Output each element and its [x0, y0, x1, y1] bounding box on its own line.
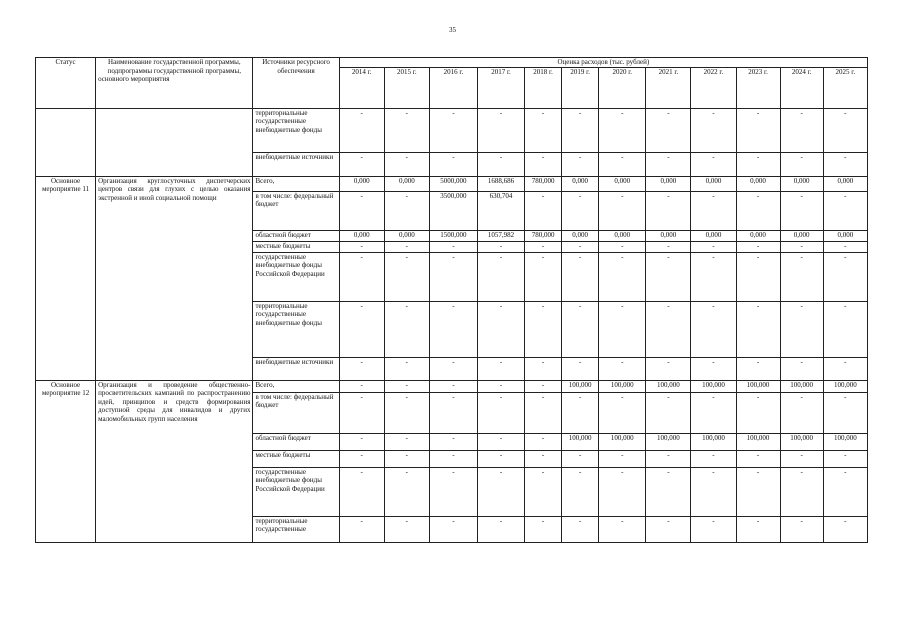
value-cell: -	[477, 241, 524, 252]
value-cell: -	[477, 392, 524, 433]
page-number: 35	[449, 26, 456, 34]
value-cell: -	[823, 357, 867, 380]
source-cell: областной бюджет	[253, 230, 339, 241]
value-cell: -	[429, 467, 477, 516]
value-cell: -	[599, 191, 646, 230]
value-cell: -	[736, 152, 780, 176]
value-cell: -	[562, 108, 599, 152]
source-cell: Всего,	[253, 176, 339, 191]
value-cell: -	[562, 301, 599, 357]
value-cell: -	[339, 191, 384, 230]
value-cell: -	[525, 252, 562, 301]
value-cell: -	[780, 357, 823, 380]
value-cell: -	[736, 252, 780, 301]
value-cell: -	[477, 252, 524, 301]
value-cell: -	[525, 357, 562, 380]
value-cell: 0,000	[780, 176, 823, 191]
value-cell: -	[691, 392, 736, 433]
value-cell: -	[646, 516, 691, 542]
value-cell: -	[691, 241, 736, 252]
header-year: 2014 г.	[339, 67, 384, 108]
header-row-top	[36, 58, 868, 68]
value-cell: 0,000	[646, 176, 691, 191]
value-cell: -	[780, 301, 823, 357]
value-cell: 780,000	[525, 176, 562, 191]
status-cell	[36, 108, 96, 176]
value-cell: 100,000	[562, 380, 599, 392]
value-cell: -	[599, 450, 646, 467]
value-cell: -	[736, 450, 780, 467]
value-cell: 100,000	[691, 433, 736, 450]
value-cell: -	[691, 191, 736, 230]
value-cell: -	[646, 301, 691, 357]
value-cell: -	[562, 252, 599, 301]
value-cell: -	[823, 450, 867, 467]
source-cell: территориальные государственные внебюджетные фонды	[253, 108, 339, 152]
value-cell: -	[384, 357, 429, 380]
value-cell: -	[339, 152, 384, 176]
value-cell: -	[646, 450, 691, 467]
value-cell: -	[599, 252, 646, 301]
value-cell: 3500,000	[429, 191, 477, 230]
value-cell: -	[823, 467, 867, 516]
value-cell: -	[823, 252, 867, 301]
value-cell: -	[562, 516, 599, 542]
value-cell: 0,000	[562, 230, 599, 241]
source-cell: внебюджетные источники	[253, 357, 339, 380]
value-cell: -	[646, 108, 691, 152]
value-cell: -	[599, 301, 646, 357]
header-year: 2025 г.	[823, 67, 867, 108]
value-cell: 0,000	[339, 176, 384, 191]
value-cell: -	[646, 241, 691, 252]
value-cell: 100,000	[599, 380, 646, 392]
value-cell: -	[562, 241, 599, 252]
value-cell: 1688,686	[477, 176, 524, 191]
value-cell: -	[384, 241, 429, 252]
value-cell: 100,000	[823, 433, 867, 450]
header-name: Наименование государственной программы, подпрограммы государственной программы, основного мероприятия	[96, 58, 253, 109]
value-cell: -	[384, 392, 429, 433]
value-cell: -	[339, 301, 384, 357]
value-cell: 100,000	[691, 380, 736, 392]
value-cell: -	[429, 380, 477, 392]
value-cell: -	[780, 191, 823, 230]
value-cell: -	[646, 152, 691, 176]
value-cell: -	[780, 392, 823, 433]
value-cell: -	[339, 108, 384, 152]
value-cell: -	[384, 252, 429, 301]
value-cell: -	[823, 241, 867, 252]
value-cell: -	[562, 152, 599, 176]
value-cell: -	[525, 467, 562, 516]
value-cell: -	[339, 450, 384, 467]
value-cell: 0,000	[691, 176, 736, 191]
value-cell: -	[339, 357, 384, 380]
header-estimate: Оценка расходов (тыс. рублей)	[339, 58, 867, 68]
value-cell: 0,000	[384, 176, 429, 191]
value-cell: -	[646, 467, 691, 516]
source-cell: территориальные государственные	[253, 516, 339, 542]
value-cell: -	[429, 241, 477, 252]
value-cell: 100,000	[736, 433, 780, 450]
header-year: 2017 г.	[477, 67, 524, 108]
table-row	[36, 108, 868, 152]
value-cell: 5000,000	[429, 176, 477, 191]
value-cell: -	[823, 191, 867, 230]
value-cell: -	[525, 241, 562, 252]
value-cell: -	[823, 152, 867, 176]
value-cell: -	[562, 191, 599, 230]
source-cell: в том числе: федеральный бюджет	[253, 191, 339, 230]
value-cell: -	[736, 392, 780, 433]
value-cell: -	[429, 392, 477, 433]
value-cell: -	[477, 450, 524, 467]
value-cell: 0,000	[646, 230, 691, 241]
value-cell: 1057,982	[477, 230, 524, 241]
value-cell: 100,000	[599, 433, 646, 450]
value-cell: -	[736, 191, 780, 230]
value-cell: -	[780, 516, 823, 542]
value-cell: -	[780, 108, 823, 152]
value-cell: -	[477, 380, 524, 392]
source-cell: территориальные государственные внебюджетные фонды	[253, 301, 339, 357]
value-cell: -	[599, 392, 646, 433]
value-cell: -	[562, 392, 599, 433]
value-cell: -	[384, 152, 429, 176]
value-cell: -	[525, 392, 562, 433]
value-cell: -	[599, 152, 646, 176]
value-cell: 100,000	[780, 433, 823, 450]
header-source: Источники ресурсного обеспечения	[253, 58, 339, 109]
source-cell: местные бюджеты	[253, 241, 339, 252]
value-cell: -	[477, 108, 524, 152]
value-cell: -	[599, 516, 646, 542]
value-cell: -	[646, 252, 691, 301]
source-cell: областной бюджет	[253, 433, 339, 450]
status-cell: Основное мероприятие 11	[36, 176, 96, 380]
value-cell: 0,000	[823, 230, 867, 241]
value-cell: -	[736, 516, 780, 542]
value-cell: -	[691, 152, 736, 176]
value-cell: -	[780, 241, 823, 252]
value-cell: -	[384, 467, 429, 516]
table-row	[36, 380, 868, 392]
value-cell: -	[339, 467, 384, 516]
value-cell: -	[736, 108, 780, 152]
value-cell: 0,000	[339, 230, 384, 241]
value-cell: -	[823, 516, 867, 542]
header-year: 2024 г.	[780, 67, 823, 108]
header-year: 2021 г.	[646, 67, 691, 108]
value-cell: -	[384, 433, 429, 450]
value-cell: -	[525, 450, 562, 467]
value-cell: -	[429, 108, 477, 152]
value-cell: -	[477, 301, 524, 357]
source-cell: в том числе: федеральный бюджет	[253, 392, 339, 433]
value-cell: 780,000	[525, 230, 562, 241]
value-cell: -	[477, 152, 524, 176]
value-cell: -	[736, 467, 780, 516]
source-cell: государственные внебюджетные фонды Российской Федерации	[253, 252, 339, 301]
value-cell: -	[525, 108, 562, 152]
table-row	[36, 176, 868, 191]
value-cell: -	[691, 357, 736, 380]
value-cell: -	[525, 433, 562, 450]
value-cell: -	[339, 380, 384, 392]
value-cell: -	[823, 301, 867, 357]
value-cell: -	[429, 252, 477, 301]
value-cell: 0,000	[780, 230, 823, 241]
value-cell: 0,000	[599, 176, 646, 191]
program-name-cell	[96, 108, 253, 176]
header-year: 2018 г.	[525, 67, 562, 108]
value-cell: 0,000	[736, 176, 780, 191]
header-status: Статус	[36, 58, 96, 109]
value-cell: -	[525, 380, 562, 392]
value-cell: -	[736, 241, 780, 252]
source-cell: внебюджетные источники	[253, 152, 339, 176]
program-name-cell: Организация и проведение общественно-просветительских кампаний по распространению идей, принципов и средств формирования доступной среды для инвалидов и других маломобильных групп населения	[96, 380, 253, 542]
value-cell: -	[384, 108, 429, 152]
value-cell: -	[339, 392, 384, 433]
value-cell: -	[429, 357, 477, 380]
value-cell: -	[823, 108, 867, 152]
value-cell: -	[691, 252, 736, 301]
program-name-cell: Организация круглосуточных диспетчерских центров связи для глухих с целью оказания экстренной и иной социальной помощи	[96, 176, 253, 380]
value-cell: -	[384, 450, 429, 467]
value-cell: -	[477, 467, 524, 516]
value-cell: -	[646, 392, 691, 433]
value-cell: -	[599, 357, 646, 380]
value-cell: -	[599, 108, 646, 152]
value-cell: -	[691, 301, 736, 357]
source-cell: Всего,	[253, 380, 339, 392]
value-cell: 0,000	[384, 230, 429, 241]
value-cell: 0,000	[736, 230, 780, 241]
value-cell: -	[525, 152, 562, 176]
value-cell: 0,000	[599, 230, 646, 241]
source-cell: местные бюджеты	[253, 450, 339, 467]
value-cell: 100,000	[823, 380, 867, 392]
value-cell: -	[339, 252, 384, 301]
value-cell: -	[477, 516, 524, 542]
value-cell: 100,000	[736, 380, 780, 392]
value-cell: 100,000	[562, 433, 599, 450]
value-cell: 0,000	[691, 230, 736, 241]
budget-table	[35, 57, 868, 543]
value-cell: -	[429, 450, 477, 467]
value-cell: -	[691, 467, 736, 516]
value-cell: -	[780, 467, 823, 516]
value-cell: -	[736, 357, 780, 380]
header-year: 2019 г.	[562, 67, 599, 108]
value-cell: -	[477, 433, 524, 450]
value-cell: -	[384, 191, 429, 230]
value-cell: -	[691, 516, 736, 542]
value-cell: -	[384, 380, 429, 392]
value-cell: -	[599, 241, 646, 252]
status-cell: Основное мероприятие 12	[36, 380, 96, 542]
value-cell: -	[562, 467, 599, 516]
value-cell: -	[339, 516, 384, 542]
value-cell: -	[525, 301, 562, 357]
header-year: 2020 г.	[599, 67, 646, 108]
value-cell: -	[525, 191, 562, 230]
value-cell: -	[780, 152, 823, 176]
value-cell: -	[429, 516, 477, 542]
value-cell: -	[823, 392, 867, 433]
value-cell: -	[339, 241, 384, 252]
value-cell: 1500,000	[429, 230, 477, 241]
value-cell: 100,000	[646, 380, 691, 392]
value-cell: -	[429, 152, 477, 176]
value-cell: 630,704	[477, 191, 524, 230]
value-cell: 0,000	[823, 176, 867, 191]
value-cell: -	[429, 433, 477, 450]
value-cell: -	[477, 357, 524, 380]
value-cell: -	[736, 301, 780, 357]
value-cell: -	[384, 516, 429, 542]
header-year: 2015 г.	[384, 67, 429, 108]
source-cell: государственные внебюджетные фонды Российской Федерации	[253, 467, 339, 516]
value-cell: -	[780, 450, 823, 467]
value-cell: -	[780, 252, 823, 301]
value-cell: -	[562, 450, 599, 467]
value-cell: -	[562, 357, 599, 380]
value-cell: -	[525, 516, 562, 542]
value-cell: -	[384, 301, 429, 357]
value-cell: 100,000	[646, 433, 691, 450]
header-year: 2016 г.	[429, 67, 477, 108]
value-cell: -	[599, 467, 646, 516]
value-cell: -	[691, 450, 736, 467]
value-cell: -	[429, 301, 477, 357]
value-cell: -	[691, 108, 736, 152]
value-cell: -	[339, 433, 384, 450]
value-cell: 0,000	[562, 176, 599, 191]
value-cell: -	[646, 357, 691, 380]
header-year: 2023 г.	[736, 67, 780, 108]
value-cell: 100,000	[780, 380, 823, 392]
value-cell: -	[646, 191, 691, 230]
header-year: 2022 г.	[691, 67, 736, 108]
